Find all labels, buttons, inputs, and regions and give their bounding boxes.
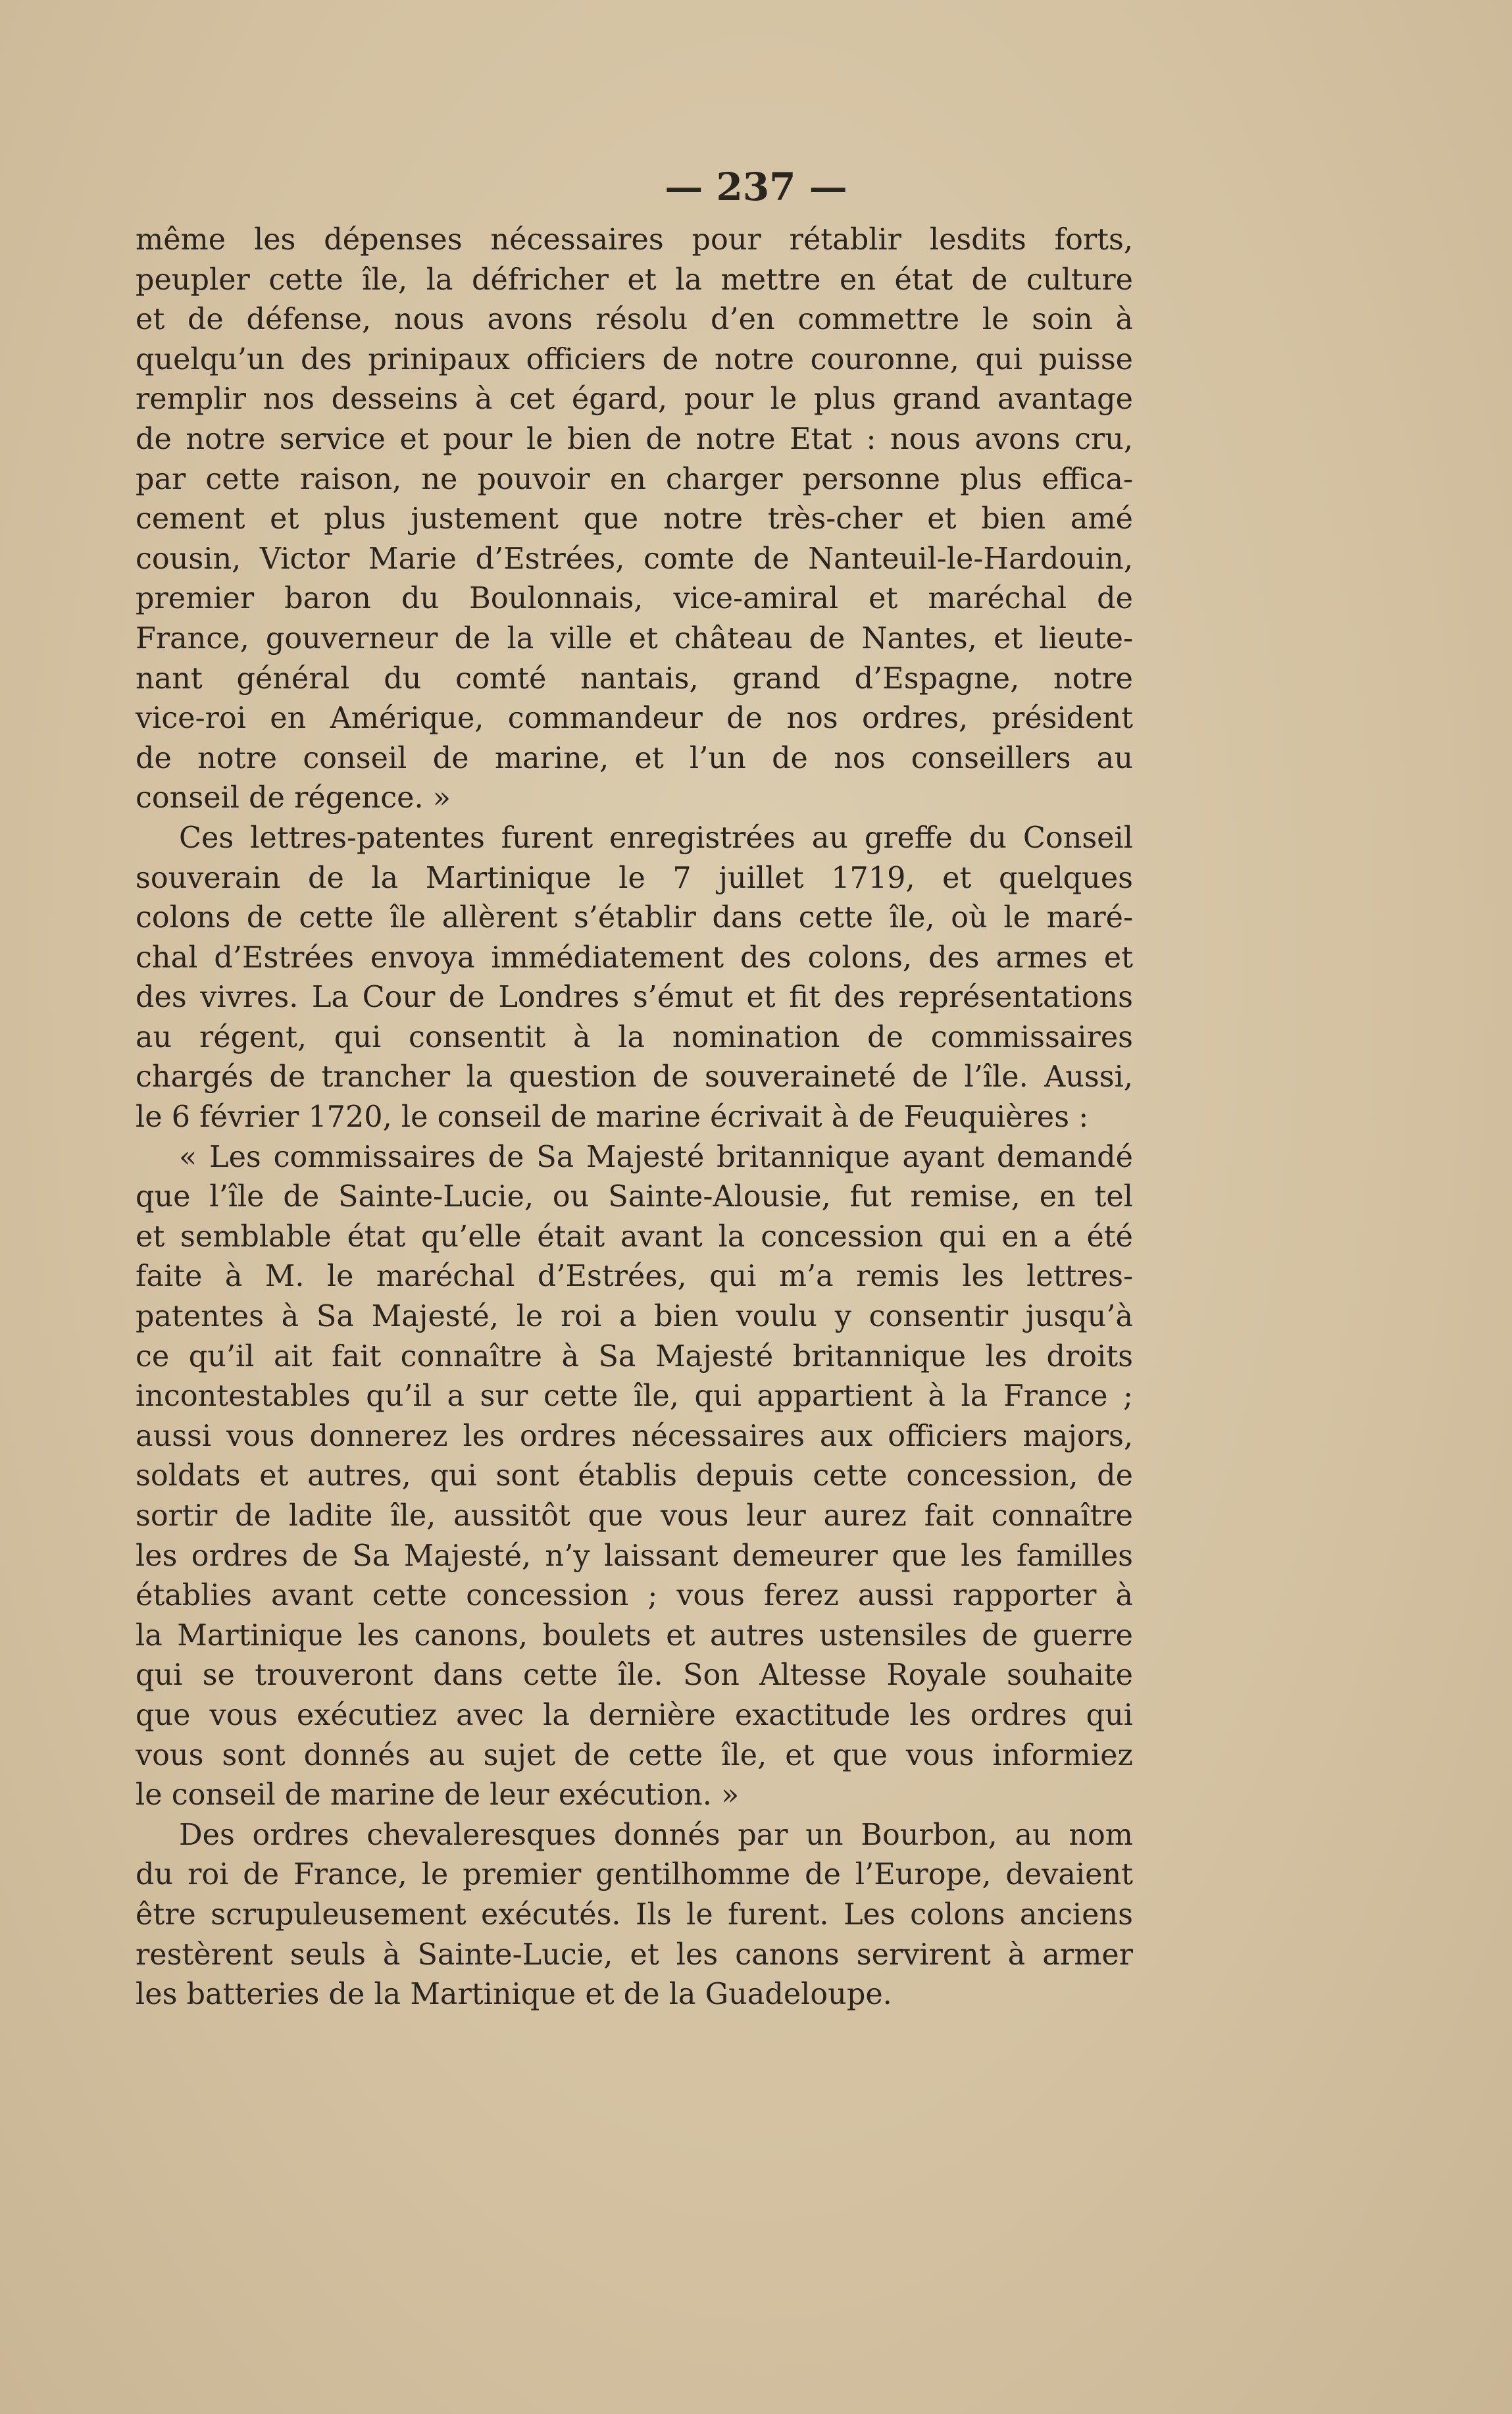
text-line: Ces lettres-patentes furent enregistrées au greffe du Conseil bbox=[179, 821, 1133, 855]
text-line: faite à M. le maréchal d’Estrées, qui m’a remis les lettres- bbox=[136, 1260, 1133, 1294]
text-line: être scrupuleusement exécutés. Ils le furent. Les colons anciens bbox=[136, 1897, 1133, 1932]
text-line: incontestables qu’il a sur cette île, qui appartient à la France ; bbox=[136, 1379, 1133, 1414]
text-line: les batteries de la Martinique et de la Guadeloupe. bbox=[136, 1978, 892, 2012]
text-line: remplir nos desseins à cet égard, pour le plus grand avantage bbox=[136, 382, 1133, 417]
text-line: cement et plus justement que notre très-cher et bien amé bbox=[136, 502, 1133, 536]
text-line: du roi de France, le premier gentilhomme de l’Europe, devaient bbox=[136, 1858, 1133, 1892]
text-line: Des ordres chevaleresques donnés par un Bourbon, au nom bbox=[179, 1818, 1133, 1852]
text-line: chal d’Estrées envoya immédiatement des colons, des armes et bbox=[136, 940, 1133, 975]
text-line: de notre conseil de marine, et l’un de nos conseillers au bbox=[136, 741, 1133, 775]
text-line: colons de cette île allèrent s’établir dans cette île, où le maré- bbox=[136, 901, 1133, 935]
text-line: peupler cette île, la défricher et la mettre en état de culture bbox=[136, 263, 1133, 297]
text-line: chargés de trancher la question de souveraineté de l’île. Aussi, bbox=[136, 1060, 1133, 1094]
text-line: de notre service et pour le bien de notre Etat : nous avons cru, bbox=[136, 422, 1133, 456]
text-line: conseil de régence. » bbox=[136, 781, 451, 815]
text-line: établies avant cette concession ; vous ferez aussi rapporter à bbox=[136, 1579, 1133, 1613]
text-line: patentes à Sa Majesté, le roi a bien voulu y consentir jusqu’à bbox=[136, 1300, 1133, 1334]
text-line: par cette raison, ne pouvoir en charger personne plus effica- bbox=[136, 462, 1133, 496]
text-line: des vivres. La Cour de Londres s’émut et fit des représentations bbox=[136, 981, 1133, 1015]
text-line: les ordres de Sa Majesté, n’y laissant demeurer que les familles bbox=[136, 1539, 1133, 1573]
text-line: que vous exécutiez avec la dernière exactitude les ordres qui bbox=[136, 1698, 1133, 1732]
text-line: cousin, Victor Marie d’Estrées, comte de Nanteuil-le-Hardouin, bbox=[136, 542, 1133, 576]
text-line: quelqu’un des prinipaux officiers de notre couronne, qui puisse bbox=[136, 342, 1133, 376]
text-line: et de défense, nous avons résolu d’en commettre le soin à bbox=[136, 303, 1133, 337]
text-line: au régent, qui consentit à la nomination de commissaires bbox=[136, 1020, 1133, 1054]
text-line: le 6 février 1720, le conseil de marine écrivait à de Feuquières : bbox=[136, 1100, 1089, 1135]
text-line: nant général du comté nantais, grand d’Espagne, notre bbox=[136, 661, 1133, 696]
text-line: souverain de la Martinique le 7 juillet 1719, et quelques bbox=[136, 861, 1133, 895]
text-line: le conseil de marine de leur exécution. » bbox=[136, 1778, 740, 1812]
text-line: ce qu’il ait fait connaître à Sa Majesté britannique les droits bbox=[136, 1339, 1133, 1374]
text-line: que l’île de Sainte-Lucie, ou Sainte-Alousie, fut remise, en tel bbox=[136, 1180, 1133, 1214]
text-line: la Martinique les canons, boulets et autres ustensiles de guerre bbox=[136, 1618, 1133, 1653]
text-line: qui se trouveront dans cette île. Son Altesse Royale souhaite bbox=[136, 1658, 1133, 1693]
text-line: restèrent seuls à Sainte-Lucie, et les canons servirent à armer bbox=[136, 1938, 1133, 1972]
text-line: France, gouverneur de la ville et château de Nantes, et lieute- bbox=[136, 621, 1133, 655]
text-line: vice-roi en Amérique, commandeur de nos ordres, président bbox=[136, 702, 1133, 736]
text-line: sortir de ladite île, aussitôt que vous leur aurez fait connaître bbox=[136, 1499, 1133, 1533]
text-line: soldats et autres, qui sont établis depuis cette concession, de bbox=[136, 1459, 1133, 1493]
text-line: même les dépenses nécessaires pour rétablir lesdits forts, bbox=[136, 223, 1133, 257]
text-line: « Les commissaires de Sa Majesté britannique ayant demandé bbox=[179, 1140, 1133, 1174]
page-number: — 237 — bbox=[665, 165, 847, 209]
body-text bbox=[136, 220, 1133, 2015]
text-line: aussi vous donnerez les ordres nécessaires aux officiers majors, bbox=[136, 1419, 1133, 1453]
text-line: premier baron du Boulonnais, vice-amiral et maréchal de bbox=[136, 582, 1133, 616]
text-line: et semblable état qu’elle était avant la concession qui en a été bbox=[136, 1220, 1133, 1254]
text-line: vous sont donnés au sujet de cette île, et que vous informiez bbox=[136, 1738, 1133, 1772]
